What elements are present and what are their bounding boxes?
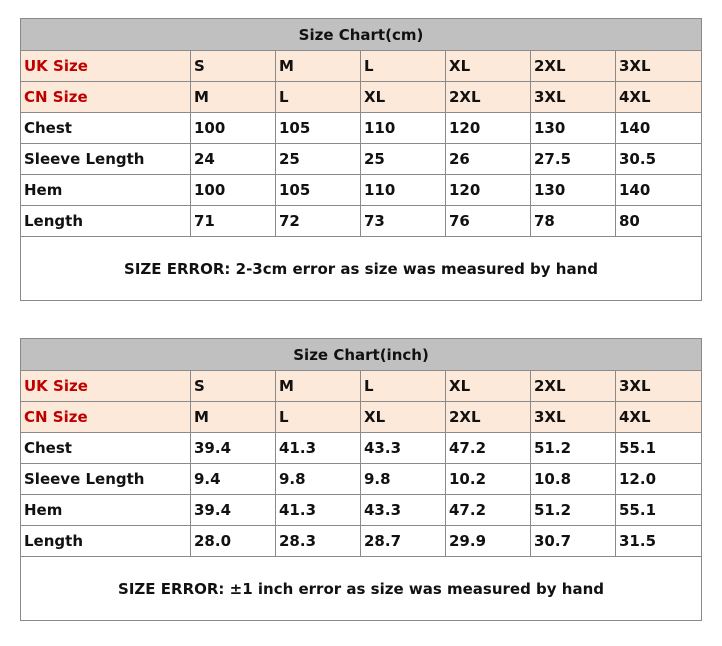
table-cell: 55.1 (616, 495, 702, 526)
table-cell: 24 (191, 144, 276, 175)
table-cell: 10.2 (446, 464, 531, 495)
table-cell: S (191, 51, 276, 82)
table-cell: 25 (361, 144, 446, 175)
table-cell: 39.4 (191, 495, 276, 526)
table-cell: M (276, 371, 361, 402)
table-row-hem (21, 175, 702, 206)
table-cell: 28.3 (276, 526, 361, 557)
table-cell: 110 (361, 113, 446, 144)
table-cell: M (276, 51, 361, 82)
table-title: Size Chart(inch) (21, 339, 702, 371)
table-cell: 2XL (446, 402, 531, 433)
table-cell: 55.1 (616, 433, 702, 464)
table-cell: 30.7 (531, 526, 616, 557)
table-cell: 10.8 (531, 464, 616, 495)
row-label: Sleeve Length (21, 144, 191, 175)
table-title-row (21, 19, 702, 51)
row-label: CN Size (21, 402, 191, 433)
table-cell: 31.5 (616, 526, 702, 557)
table-cell: L (361, 51, 446, 82)
table-row-uk-size (21, 371, 702, 402)
table-cell: 9.4 (191, 464, 276, 495)
table-cell: M (191, 82, 276, 113)
table-cell: XL (361, 402, 446, 433)
size-table-inch (20, 338, 702, 621)
table-cell: 9.8 (361, 464, 446, 495)
table-cell: 51.2 (531, 433, 616, 464)
table-row-uk-size (21, 51, 702, 82)
table-row-sleeve-length (21, 464, 702, 495)
table-cell: 78 (531, 206, 616, 237)
table-cell: XL (446, 51, 531, 82)
row-label: UK Size (21, 51, 191, 82)
table-cell: 3XL (531, 402, 616, 433)
table-cell: M (191, 402, 276, 433)
table-cell: 25 (276, 144, 361, 175)
row-label: Hem (21, 175, 191, 206)
table-cell: 26 (446, 144, 531, 175)
row-label: Length (21, 526, 191, 557)
size-error-note: SIZE ERROR: 2-3cm error as size was measured by hand (21, 237, 702, 301)
table-cell: 28.0 (191, 526, 276, 557)
table-row-cn-size (21, 402, 702, 433)
size-error-note: SIZE ERROR: ±1 inch error as size was measured by hand (21, 557, 702, 621)
table-cell: L (276, 82, 361, 113)
table-cell: 2XL (531, 371, 616, 402)
table-row-chest (21, 113, 702, 144)
table-row-length (21, 526, 702, 557)
table-cell: 2XL (446, 82, 531, 113)
row-label: UK Size (21, 371, 191, 402)
table-cell: 29.9 (446, 526, 531, 557)
row-label: CN Size (21, 82, 191, 113)
row-label: Chest (21, 433, 191, 464)
table-cell: 130 (531, 113, 616, 144)
table-cell: 73 (361, 206, 446, 237)
table-cell: 27.5 (531, 144, 616, 175)
table-cell: 71 (191, 206, 276, 237)
size-chart-cm (20, 18, 701, 301)
table-cell: 80 (616, 206, 702, 237)
size-table-cm (20, 18, 702, 301)
table-cell: 2XL (531, 51, 616, 82)
table-cell: 130 (531, 175, 616, 206)
table-note-row (21, 237, 702, 301)
table-cell: 39.4 (191, 433, 276, 464)
table-note-row (21, 557, 702, 621)
row-label: Hem (21, 495, 191, 526)
table-row-chest (21, 433, 702, 464)
table-cell: 100 (191, 175, 276, 206)
table-cell: S (191, 371, 276, 402)
table-cell: XL (446, 371, 531, 402)
table-title: Size Chart(cm) (21, 19, 702, 51)
table-cell: 3XL (531, 82, 616, 113)
table-cell: 110 (361, 175, 446, 206)
table-cell: 41.3 (276, 433, 361, 464)
table-cell: L (361, 371, 446, 402)
table-cell: 9.8 (276, 464, 361, 495)
table-cell: 28.7 (361, 526, 446, 557)
table-cell: 47.2 (446, 495, 531, 526)
table-cell: 47.2 (446, 433, 531, 464)
table-cell: 12.0 (616, 464, 702, 495)
table-cell: L (276, 402, 361, 433)
table-cell: 140 (616, 113, 702, 144)
table-cell: 105 (276, 113, 361, 144)
table-cell: 120 (446, 113, 531, 144)
table-cell: 3XL (616, 371, 702, 402)
size-chart-inch (20, 338, 701, 621)
table-cell: 105 (276, 175, 361, 206)
table-cell: 41.3 (276, 495, 361, 526)
table-cell: 43.3 (361, 433, 446, 464)
table-cell: 76 (446, 206, 531, 237)
table-row-length (21, 206, 702, 237)
table-cell: 3XL (616, 51, 702, 82)
table-cell: 72 (276, 206, 361, 237)
row-label: Chest (21, 113, 191, 144)
table-row-hem (21, 495, 702, 526)
table-cell: 30.5 (616, 144, 702, 175)
table-cell: 4XL (616, 82, 702, 113)
table-cell: 140 (616, 175, 702, 206)
table-cell: 51.2 (531, 495, 616, 526)
row-label: Length (21, 206, 191, 237)
table-row-cn-size (21, 82, 702, 113)
table-row-sleeve-length (21, 144, 702, 175)
table-cell: 4XL (616, 402, 702, 433)
table-title-row (21, 339, 702, 371)
row-label: Sleeve Length (21, 464, 191, 495)
table-cell: 120 (446, 175, 531, 206)
table-cell: 100 (191, 113, 276, 144)
table-cell: 43.3 (361, 495, 446, 526)
table-cell: XL (361, 82, 446, 113)
